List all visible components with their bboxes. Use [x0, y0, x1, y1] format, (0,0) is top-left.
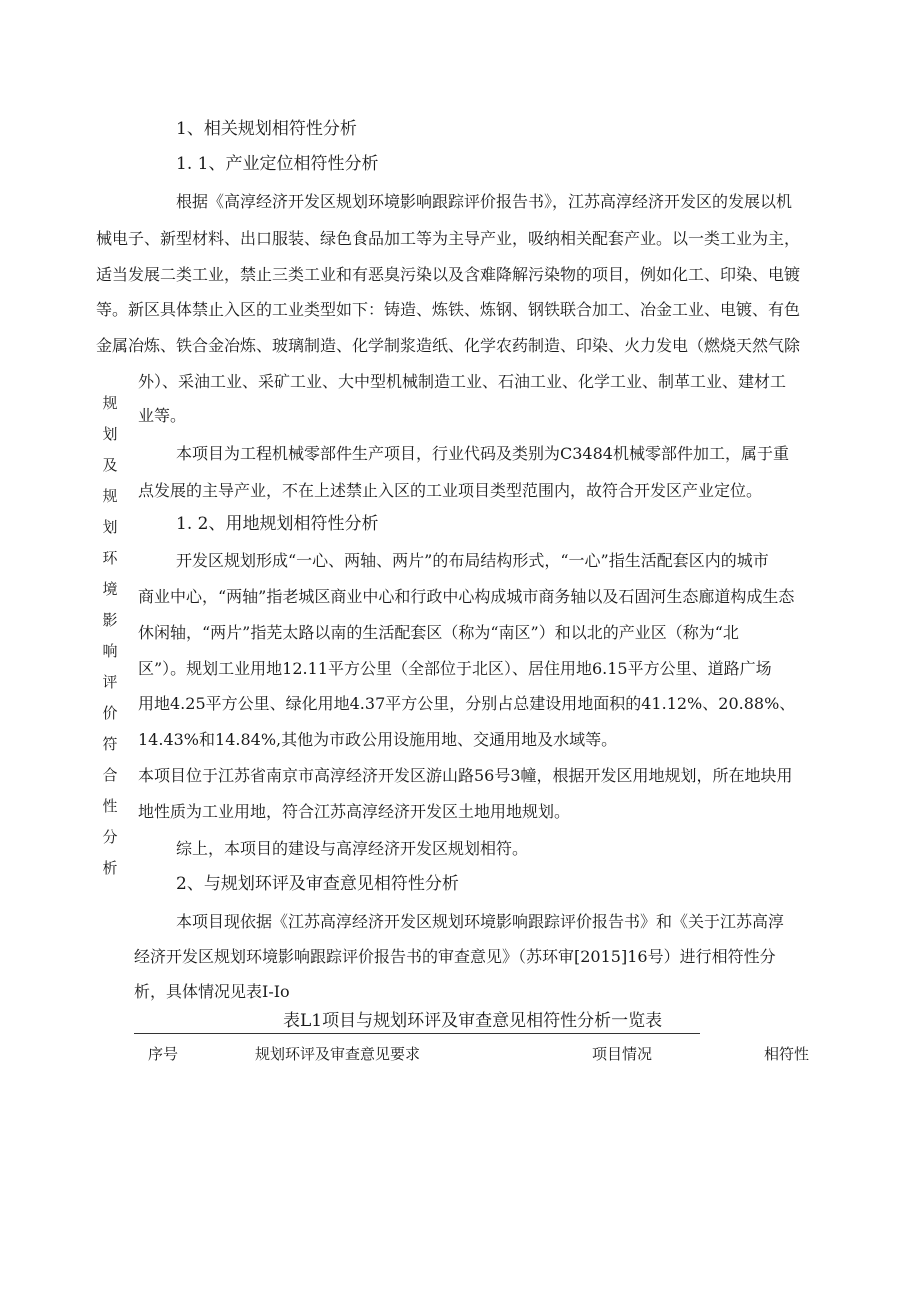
heading-1: 1、相关规划相符性分析	[176, 119, 357, 139]
para-line: 经济开发区规划环境影响跟踪评价报告书的审查意见》（苏环审[2015]16号）进行相符性分	[134, 947, 776, 966]
side-char: 价	[102, 704, 118, 722]
side-char: 规	[102, 487, 118, 505]
side-char: 划	[102, 425, 118, 443]
table-caption: 表L1项目与规划环评及审查意见相符性分析一览表	[283, 1011, 663, 1031]
table-header-compliance: 相符性	[764, 1045, 810, 1063]
side-char: 析	[102, 859, 118, 877]
heading-1-1: 1. 1、产业定位相符性分析	[176, 154, 379, 174]
side-char: 分	[102, 828, 118, 846]
side-char: 符	[102, 735, 118, 753]
side-char: 境	[102, 580, 118, 598]
para-line: 地性质为工业用地，符合江苏高淳经济开发区土地用地规划。	[138, 802, 571, 821]
para-line: 商业中心，“两轴”指老城区商业中心和行政中心构成城市商务轴以及石固河生态廊道构成生态	[138, 587, 795, 606]
side-char: 响	[102, 642, 118, 660]
para-line: 开发区规划形成“一心、两轴、两片”的布局结构形式，“一心”指生活配套区内的城市	[176, 551, 769, 570]
para-line: 金属冶炼、铁合金冶炼、玻璃制造、化学制浆造纸、化学农药制造、印染、火力发电（燃烧天然气除	[96, 336, 801, 355]
para-line: 外）、采油工业、采矿工业、大中型机械制造工业、石油工业、化学工业、制革工业、建材工	[138, 372, 787, 391]
table-header-project: 项目情况	[592, 1045, 653, 1063]
para-line: 根据《高淳经济开发区规划环境影响跟踪评价报告书》，江苏高淳经济开发区的发展以机	[176, 192, 793, 211]
para-line: 区”）。规划工业用地12.11平方公里（全部位于北区）、居住用地6.15平方公里、道路广场	[138, 659, 772, 678]
caption-rule	[134, 1033, 700, 1034]
side-char: 影	[102, 611, 118, 629]
para-line: 械电子、新型材料、出口服装、绿色食品加工等为主导产业，吸纳相关配套产业。以一类工业为主，	[96, 229, 801, 248]
side-char: 及	[102, 456, 118, 474]
table-header-index: 序号	[148, 1045, 179, 1063]
side-char: 评	[102, 673, 118, 691]
para-line: 本项目为工程机械零部件生产项目，行业代码及类别为C3484机械零部件加工，属于重	[176, 444, 789, 463]
side-char: 环	[102, 549, 118, 567]
heading-1-2: 1. 2、用地规划相符性分析	[176, 514, 379, 534]
para-line: 本项目现依据《江苏高淳经济开发区规划环境影响跟踪评价报告书》和《关于江苏高淳	[176, 912, 785, 931]
side-char: 性	[102, 797, 118, 815]
para-line: 业等。	[138, 406, 187, 425]
side-char: 规	[102, 394, 118, 412]
para-line: 本项目位于江苏省南京市高淳经济开发区游山路56号3幢，根据开发区用地规划，所在地块用	[138, 766, 793, 785]
para-line: 用地4.25平方公里、绿化用地4.37平方公里，分别占总建设用地面积的41.12%、20.88%、	[138, 694, 796, 713]
side-char: 合	[102, 766, 118, 784]
para-line: 析，具体情况见表I-Io	[134, 982, 290, 1001]
heading-2: 2、与规划环评及审查意见相符性分析	[176, 874, 459, 894]
para-line: 14.43%和14.84%,其他为市政公用设施用地、交通用地及水域等。	[138, 730, 618, 749]
para-line: 休闲轴，“两片”指芜太路以南的生活配套区（称为“南区”）和以北的产业区（称为“北	[138, 623, 739, 642]
para-line: 综上，本项目的建设与高淳经济开发区规划相符。	[176, 839, 529, 858]
para-line: 适当发展二类工业，禁止三类工业和有恶臭污染以及含难降解污染物的项目，例如化工、印染、电镀	[96, 265, 801, 284]
para-line: 点发展的主导产业，不在上述禁止入区的工业项目类型范围内，故符合开发区产业定位。	[138, 481, 763, 500]
table-header-requirement: 规划环评及审查意见要求	[255, 1045, 421, 1063]
para-line: 等。新区具体禁止入区的工业类型如下：铸造、炼铁、炼钢、钢铁联合加工、冶金工业、电镀、有色	[96, 300, 801, 319]
side-char: 划	[102, 518, 118, 536]
